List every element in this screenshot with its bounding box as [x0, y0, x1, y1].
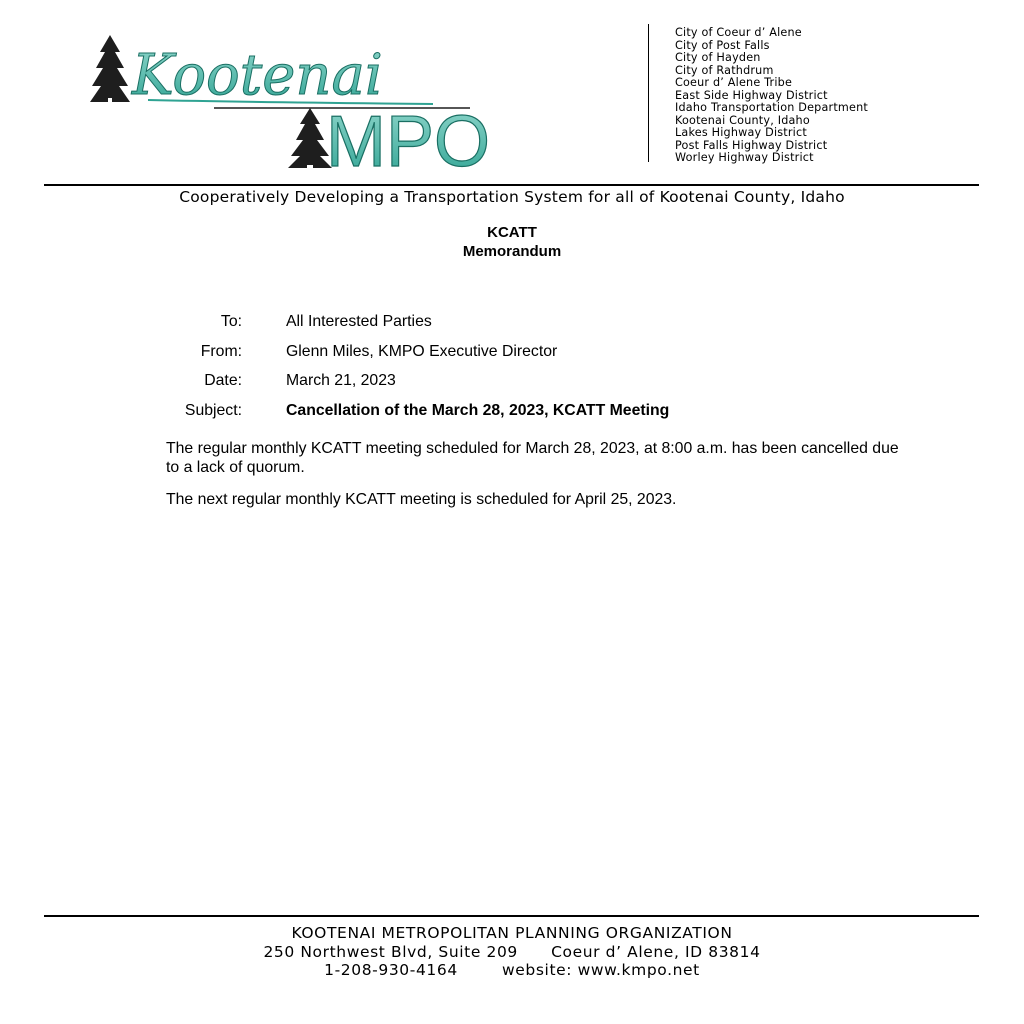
member-agency: Lakes Highway District	[675, 126, 807, 140]
footer-phone: 1-208-930-4164	[324, 961, 458, 979]
kootenai-mpo-logo	[88, 30, 538, 175]
footer-city: Coeur d’ Alene, ID 83814	[551, 942, 761, 961]
field-value: Glenn Miles, KMPO Executive Director	[286, 342, 558, 360]
footer-address-row	[0, 943, 1024, 962]
header-rule	[44, 184, 979, 186]
field-date	[150, 371, 910, 401]
member-agency: Coeur d’ Alene Tribe	[675, 76, 793, 90]
field-label: Subject:	[184, 401, 242, 419]
field-subject	[150, 401, 910, 431]
field-from	[150, 342, 910, 372]
member-agency: East Side Highway District	[675, 88, 828, 102]
member-agency: City of Coeur d’ Alene	[675, 26, 802, 39]
footer	[0, 924, 1024, 980]
footer-rule	[44, 915, 979, 917]
pine-tree-icon	[90, 35, 130, 102]
member-agency: Worley Highway District	[675, 151, 814, 165]
logo-wordmark-mpo: MPO	[326, 102, 491, 175]
field-label: Date:	[204, 372, 242, 389]
field-label: To:	[220, 313, 242, 330]
member-agency: Kootenai County, Idaho	[675, 113, 810, 127]
memo-paragraph: The next regular monthly KCATT meeting is scheduled for April 25, 2023.	[166, 491, 677, 508]
footer-org: KOOTENAI METROPOLITAN PLANNING ORGANIZATION	[291, 924, 733, 942]
member-agency: Idaho Transportation Department	[675, 101, 868, 115]
memo-fields	[150, 312, 910, 430]
footer-website[interactable]: website: www.kmpo.net	[502, 961, 700, 979]
tagline: Cooperatively Developing a Transportation System for all of Kootenai County, Idaho	[179, 188, 845, 206]
memo-heading	[0, 223, 1024, 261]
field-value: March 21, 2023	[286, 372, 396, 389]
footer-contact-row	[0, 961, 1024, 980]
member-agency: Post Falls Highway District	[675, 138, 828, 152]
field-label: From:	[200, 342, 242, 360]
member-agency-list	[675, 27, 868, 165]
footer-address: 250 Northwest Blvd, Suite 209	[263, 942, 518, 961]
field-value: Cancellation of the March 28, 2023, KCATT Meeting	[286, 401, 670, 419]
member-agency: City of Post Falls	[675, 38, 770, 52]
member-agency: City of Rathdrum	[675, 63, 774, 77]
member-agency: City of Hayden	[675, 51, 761, 65]
memo-title: KCATT	[487, 224, 537, 241]
field-value: All Interested Parties	[286, 313, 432, 330]
memo-subtitle: Memorandum	[462, 243, 562, 260]
header-divider	[648, 24, 649, 162]
logo-wordmark-kootenai: Kootenai	[132, 43, 383, 108]
memo-paragraph: The regular monthly KCATT meeting scheduled for March 28, 2023, at 8:00 a.m. has been cancelled due to a lack of quorum.	[166, 440, 899, 476]
field-to	[150, 312, 910, 342]
